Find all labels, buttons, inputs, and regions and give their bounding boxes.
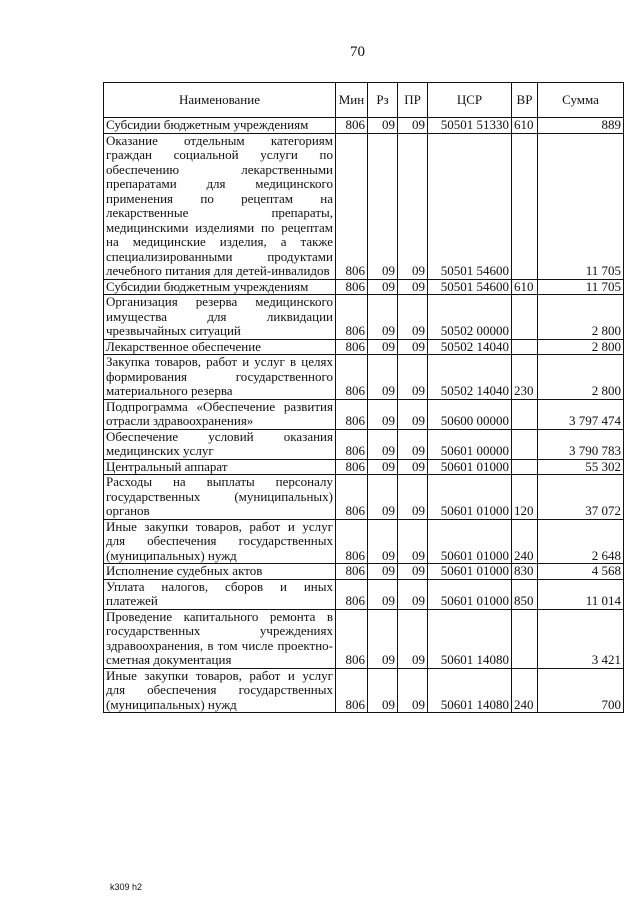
row-vr: 610 xyxy=(512,279,538,295)
row-min: 806 xyxy=(336,609,368,668)
row-pr: 09 xyxy=(398,564,428,580)
row-rz: 09 xyxy=(368,133,398,279)
page-number: 70 xyxy=(350,44,365,60)
row-min: 806 xyxy=(336,295,368,340)
row-min: 806 xyxy=(336,133,368,279)
row-vr: 850 xyxy=(512,579,538,609)
row-rz: 09 xyxy=(368,355,398,400)
row-name: Исполнение судебных актов xyxy=(104,564,336,580)
row-sum: 11 014 xyxy=(538,579,624,609)
row-min: 806 xyxy=(336,459,368,475)
row-vr: 230 xyxy=(512,355,538,400)
row-rz: 09 xyxy=(368,475,398,520)
table-row xyxy=(104,429,624,459)
row-csr: 50600 00000 xyxy=(428,399,512,429)
row-vr xyxy=(512,429,538,459)
row-name: Иные закупки товаров, работ и услуг для обеспечения государственных (муниципальных) нужд xyxy=(104,519,336,564)
row-name: Центральный аппарат xyxy=(104,459,336,475)
row-name: Иные закупки товаров, работ и услуг для обеспечения государственных (муниципальных) нужд xyxy=(104,668,336,713)
row-rz: 09 xyxy=(368,668,398,713)
row-pr: 09 xyxy=(398,118,428,134)
table-row xyxy=(104,459,624,475)
row-rz: 09 xyxy=(368,609,398,668)
row-pr: 09 xyxy=(398,279,428,295)
row-name: Субсидии бюджетным учреждениям xyxy=(104,118,336,134)
row-pr: 09 xyxy=(398,339,428,355)
row-sum: 37 072 xyxy=(538,475,624,520)
row-vr: 240 xyxy=(512,668,538,713)
row-sum: 2 800 xyxy=(538,355,624,400)
table-row xyxy=(104,519,624,564)
header-sum: Сумма xyxy=(538,83,624,118)
row-vr: 120 xyxy=(512,475,538,520)
row-name: Подпрограмма «Обеспечение развития отрасли здравоохранения» xyxy=(104,399,336,429)
table-row xyxy=(104,668,624,713)
row-min: 806 xyxy=(336,279,368,295)
row-min: 806 xyxy=(336,564,368,580)
table-row xyxy=(104,295,624,340)
row-min: 806 xyxy=(336,429,368,459)
row-csr: 50601 01000 xyxy=(428,475,512,520)
header-rz: Рз xyxy=(368,83,398,118)
header-vr: ВР xyxy=(512,83,538,118)
row-min: 806 xyxy=(336,668,368,713)
row-min: 806 xyxy=(336,399,368,429)
row-sum: 2 800 xyxy=(538,339,624,355)
row-min: 806 xyxy=(336,519,368,564)
row-rz: 09 xyxy=(368,279,398,295)
row-pr: 09 xyxy=(398,519,428,564)
row-csr: 50601 01000 xyxy=(428,459,512,475)
row-vr xyxy=(512,133,538,279)
row-rz: 09 xyxy=(368,118,398,134)
row-sum: 889 xyxy=(538,118,624,134)
row-csr: 50501 54600 xyxy=(428,133,512,279)
row-rz: 09 xyxy=(368,339,398,355)
row-vr: 830 xyxy=(512,564,538,580)
row-pr: 09 xyxy=(398,459,428,475)
header-pr: ПР xyxy=(398,83,428,118)
row-pr: 09 xyxy=(398,429,428,459)
row-name: Лекарственное обеспечение xyxy=(104,339,336,355)
table-row xyxy=(104,564,624,580)
row-sum: 3 421 xyxy=(538,609,624,668)
row-pr: 09 xyxy=(398,609,428,668)
row-sum: 2 648 xyxy=(538,519,624,564)
row-vr xyxy=(512,295,538,340)
table-row xyxy=(104,118,624,134)
row-rz: 09 xyxy=(368,564,398,580)
row-pr: 09 xyxy=(398,475,428,520)
row-csr: 50601 14080 xyxy=(428,609,512,668)
row-pr: 09 xyxy=(398,399,428,429)
row-name: Закупка товаров, работ и услуг в целях формирования государственного материального резерва xyxy=(104,355,336,400)
row-csr: 50601 01000 xyxy=(428,519,512,564)
row-sum: 700 xyxy=(538,668,624,713)
row-pr: 09 xyxy=(398,668,428,713)
row-name: Оказание отдельным категориям граждан социальной услуги по обеспечению лекарственными препаратами для медицинского применения по рецептам на лекарственные препараты, медицинскими изделиями по рецептам на медицинские изделия, а также специализированными продуктами лечебного питания для детей-инвалидов xyxy=(104,133,336,279)
document-code: k309 h2 xyxy=(110,882,143,892)
row-csr: 50601 14080 xyxy=(428,668,512,713)
row-csr: 50501 51330 xyxy=(428,118,512,134)
row-pr: 09 xyxy=(398,133,428,279)
row-rz: 09 xyxy=(368,429,398,459)
table-row xyxy=(104,355,624,400)
header-csr: ЦСР xyxy=(428,83,512,118)
row-csr: 50501 54600 xyxy=(428,279,512,295)
row-vr: 610 xyxy=(512,118,538,134)
row-rz: 09 xyxy=(368,459,398,475)
row-min: 806 xyxy=(336,579,368,609)
row-vr xyxy=(512,399,538,429)
row-name: Уплата налогов, сборов и иных платежей xyxy=(104,579,336,609)
row-min: 806 xyxy=(336,355,368,400)
row-name: Организация резерва медицинского имущества для ликвидации чрезвычайных ситуаций xyxy=(104,295,336,340)
row-sum: 3 790 783 xyxy=(538,429,624,459)
row-rz: 09 xyxy=(368,519,398,564)
header-name: Наименование xyxy=(104,83,336,118)
header-min: Мин xyxy=(336,83,368,118)
row-csr: 50601 00000 xyxy=(428,429,512,459)
row-sum: 11 705 xyxy=(538,133,624,279)
table-row xyxy=(104,133,624,279)
row-sum: 55 302 xyxy=(538,459,624,475)
row-name: Проведение капитального ремонта в государственных учреждениях здравоохранения, в том числе проектно-сметная документация xyxy=(104,609,336,668)
row-sum: 4 568 xyxy=(538,564,624,580)
row-vr xyxy=(512,459,538,475)
table-header-row xyxy=(104,83,624,118)
row-sum: 11 705 xyxy=(538,279,624,295)
row-rz: 09 xyxy=(368,579,398,609)
row-csr: 50502 14040 xyxy=(428,355,512,400)
row-min: 806 xyxy=(336,339,368,355)
row-min: 806 xyxy=(336,475,368,520)
budget-table xyxy=(103,82,624,713)
row-sum: 3 797 474 xyxy=(538,399,624,429)
row-pr: 09 xyxy=(398,355,428,400)
table-row xyxy=(104,475,624,520)
row-pr: 09 xyxy=(398,579,428,609)
row-name: Субсидии бюджетным учреждениям xyxy=(104,279,336,295)
table-row xyxy=(104,339,624,355)
table-row xyxy=(104,399,624,429)
row-min: 806 xyxy=(336,118,368,134)
row-csr: 50601 01000 xyxy=(428,564,512,580)
row-name: Обеспечение условий оказания медицинских услуг xyxy=(104,429,336,459)
row-rz: 09 xyxy=(368,295,398,340)
table-row xyxy=(104,609,624,668)
row-csr: 50601 01000 xyxy=(428,579,512,609)
row-pr: 09 xyxy=(398,295,428,340)
row-vr xyxy=(512,339,538,355)
row-csr: 50502 14040 xyxy=(428,339,512,355)
row-name: Расходы на выплаты персоналу государственных (муниципальных) органов xyxy=(104,475,336,520)
row-rz: 09 xyxy=(368,399,398,429)
row-sum: 2 800 xyxy=(538,295,624,340)
row-vr: 240 xyxy=(512,519,538,564)
table-row xyxy=(104,579,624,609)
row-vr xyxy=(512,609,538,668)
row-csr: 50502 00000 xyxy=(428,295,512,340)
table-row xyxy=(104,279,624,295)
